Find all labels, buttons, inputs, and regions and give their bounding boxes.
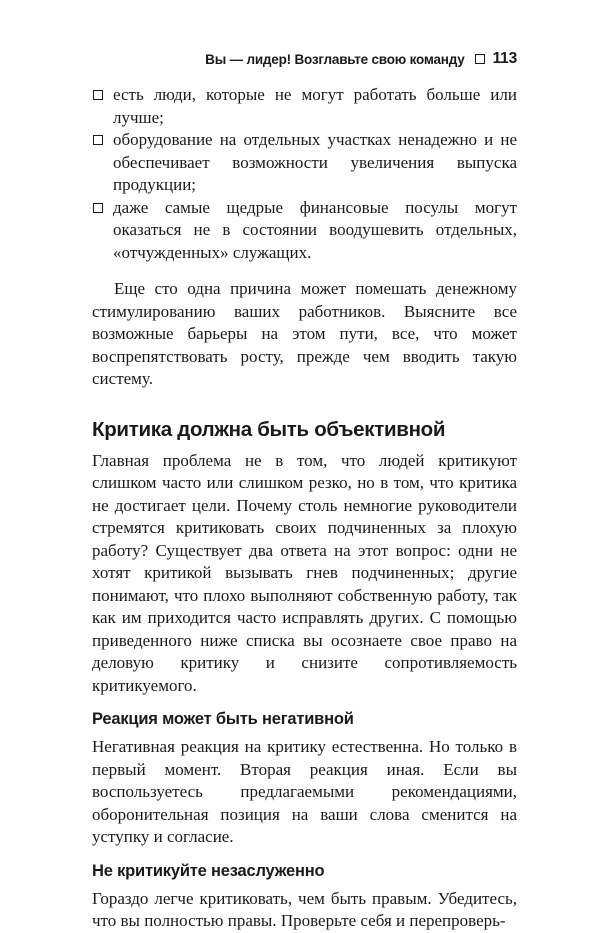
square-bullet-icon bbox=[475, 54, 485, 64]
subsection-paragraph: Негативная реакция на критику естественна. Но только в первый момент. Вторая реакция иная. Если вы воспользуетесь предлагаемыми рекомендациями, оборонительная позиция на ваши слова сменится на уступку и согласие. bbox=[92, 737, 517, 846]
list-item bbox=[92, 129, 517, 197]
intro-paragraph: Еще сто одна причина может помешать денежному стимулированию ваших работников. Выясните все возможные барьеры на этом пути, все, что может воспрепятствовать росту, прежде чем вводить такую систему. bbox=[92, 279, 517, 388]
book-page bbox=[92, 48, 517, 933]
list-item-text: оборудование на отдельных участках ненадежно и не обеспечивает возможности увеличения выпуска продукции; bbox=[113, 130, 517, 194]
checkbox-bullet-icon bbox=[93, 203, 103, 213]
checkbox-bullet-icon bbox=[93, 90, 103, 100]
list-item-text: даже самые щедрые финансовые посулы могут оказаться не в состоянии воодушевить отдельных, «отчужденных» служащих. bbox=[113, 197, 517, 262]
subsection-paragraph: Гораздо легче критиковать, чем быть правым. Убедитесь, что вы полностью правы. Проверьте себя и перепроверь- bbox=[92, 888, 517, 930]
page-number: 113 bbox=[492, 50, 517, 67]
subsection-heading: Не критикуйте незаслуженно bbox=[92, 861, 325, 880]
bullet-list bbox=[92, 84, 517, 264]
section-paragraph: Главная проблема не в том, что людей критикуют слишком часто или слишком резко, но в том, что критика не достигает цели. Почему столь немногие руководители стремятся критиковать своих подчиненных за плохую работу? Существует два ответа на этот вопрос: одни не хотят критикой вызывать гнев подчиненных; другие понимают, что плохо выполняют собственную работу, так как им приходится часто исправлять других. С помощью приведенного ниже списка вы осознаете свое право на деловую критику и снизите сопротивляемость критикуемого. bbox=[92, 450, 517, 695]
subsection-heading: Реакция может быть негативной bbox=[92, 710, 354, 728]
list-item-text: есть люди, которые не могут работать больше или лучше; bbox=[113, 85, 517, 127]
running-title: Вы — лидер! Возглавьте свою команду bbox=[205, 51, 465, 67]
list-item bbox=[92, 84, 517, 129]
section-heading: Критика должна быть объективной bbox=[92, 417, 446, 441]
checkbox-bullet-icon bbox=[93, 135, 103, 145]
running-head bbox=[92, 48, 517, 70]
list-item bbox=[92, 197, 517, 265]
